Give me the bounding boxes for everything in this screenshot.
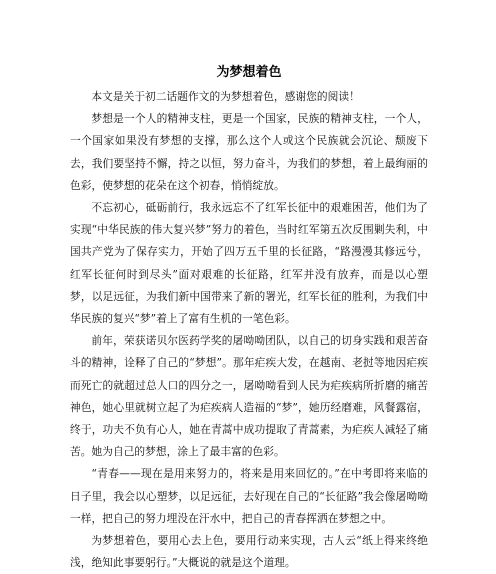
paragraph-dream-pillar: 梦想是一个人的精神支柱，更是一个国家，民族的精神支柱，一个人，一个国家如果没有梦想的支撑，那么这个人或这个民族就会沉论、颓废下去，我们要坚持不懈，持之以恒，努力奋斗，为我们的梦想，着上最绚丽的色彩，使梦想的花朵在这个初春，悄悄绽放。	[70, 112, 428, 192]
paragraph-tu-youyou: 前年，荣获诺贝尔医药学奖的屠呦呦团队，以自己的切身实践和艰苦奋斗的精神，诠释了自己的“梦想”。那年疟疾大发，在越南、老挝等地因疟疾而死亡的就超过总人口的四分之一，屠呦呦看到人民为疟疾病所折磨的痛苦神色，她心里就树立起了为疟疾病人造福的“梦”，她历经磨难，风餐露宿，终于，功夫不负有心人，她在青蒿中成功提取了青蒿素，为疟疾人减轻了痛苦。她为自己的梦想，涂上了最丰富的色彩。	[70, 334, 428, 459]
paragraph-youth: “青春——现在是用来努力的，将来是用来回忆的。”在中考即将来临的日子里，我会以心塑梦，以足远征，去好现在自己的“长征路”我会像屠呦呦一样，把自己的努力埋没在汗水中，把自己的青春挥洒在梦想之中。	[70, 467, 428, 525]
document-title: 为梦想着色	[216, 65, 282, 80]
paragraph-conclusion: 为梦想着色，要用心去上色，要用行动来实现，古人云“纸上得来终绝浅，绝知此事要躬行。”大概说的就是这个道理。	[70, 534, 428, 570]
paragraph-intro: 本文是关于初二话题作文的为梦想着色，感谢您的阅读！	[91, 90, 360, 103]
paragraph-long-march: 不忘初心，砥砺前行，我永远忘不了红军长征中的艰难困苦，他们为了实现“中华民族的伟大复兴梦”努力的着色，当时红军第五次反围剿失利，中国共产党为了保存实力，开始了四万五千里的长征路，“路漫漫其修远兮，红军长征何时到尽头”面对艰难的长征路，红军并没有放弃，而是以心塑梦，以足远征，为我们新中国带来了新的署光，红军长征的胜利，为我们中华民族的复兴“梦”着上了富有生机的一笔色彩。	[70, 201, 428, 326]
